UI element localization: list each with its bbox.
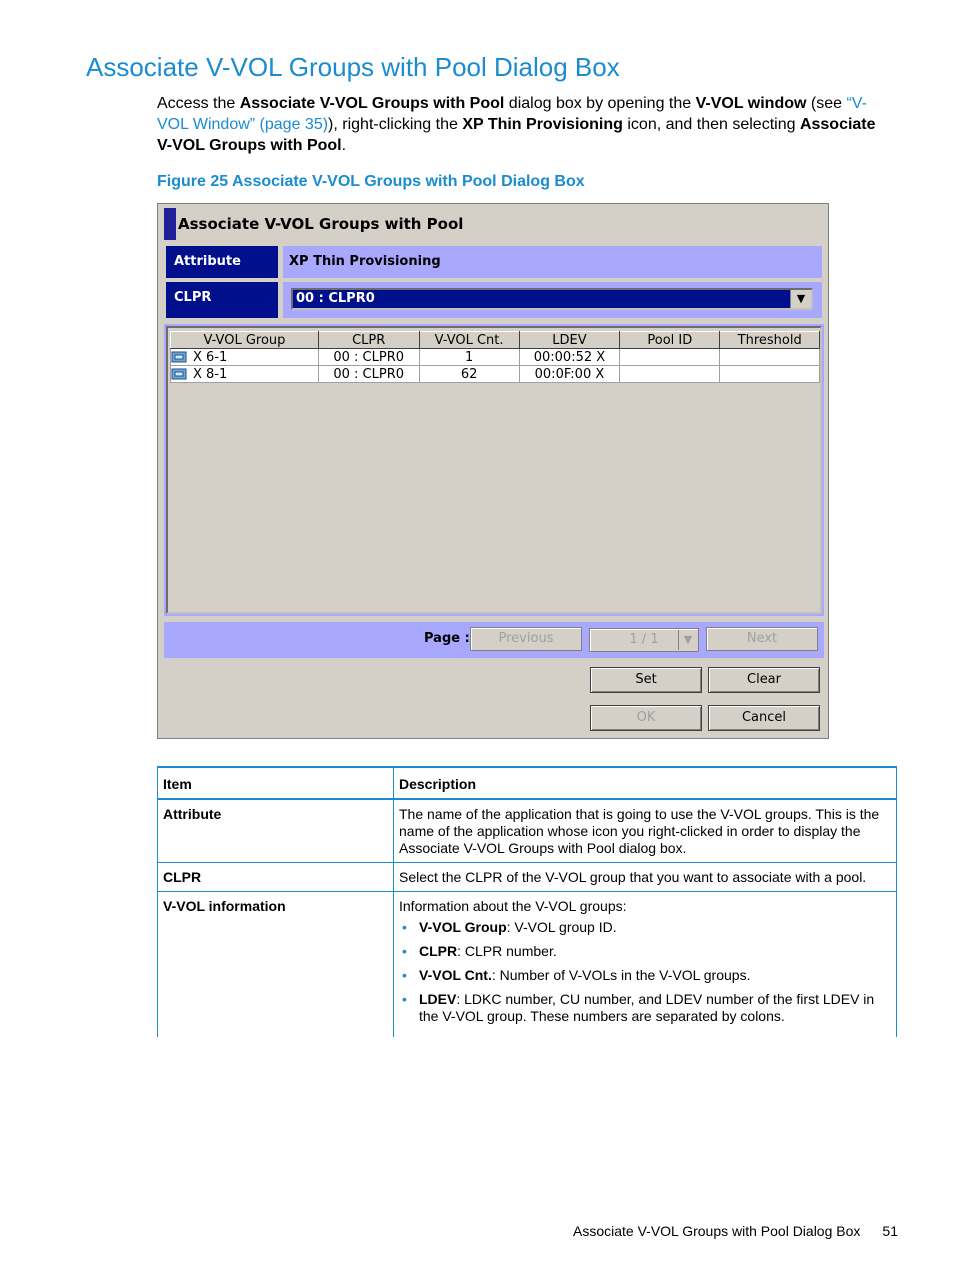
table-header-row bbox=[171, 332, 820, 349]
page-title: Associate V-VOL Groups with Pool Dialog Box bbox=[86, 52, 620, 82]
page-select[interactable]: 1 / 1 ▼ bbox=[589, 628, 699, 652]
clear-button[interactable]: Clear bbox=[708, 667, 820, 693]
column-header[interactable]: Threshold bbox=[720, 332, 820, 349]
pagination-bar bbox=[164, 622, 824, 658]
table-header-row bbox=[158, 767, 897, 799]
page-label: Page : bbox=[424, 631, 470, 646]
page-footer bbox=[573, 1223, 898, 1239]
clpr-label: CLPR bbox=[166, 282, 278, 318]
vvol-table-container[interactable] bbox=[166, 326, 822, 614]
page-number: 51 bbox=[882, 1223, 898, 1239]
item-attribute: Attribute bbox=[158, 799, 394, 863]
item-vvol-information: V-VOL information bbox=[158, 892, 394, 1038]
desc-vvol-information: Information about the V-VOL groups: • V-VOL Group: V-VOL group ID. • CLPR: CLPR number. • V-VOL Cnt.: Number of V-VOLs in the V-VOL groups. • LDEV: LDKC number, CU number, and LDEV number of the first LDEV in the V-VOL group. These numbers are separated by colons. bbox=[394, 892, 897, 1038]
intro-paragraph: Access the Associate V-VOL Groups with Pool dialog box by opening the V-VOL window (see “V-VOL Window” (page 35)), right-clicking the XP Thin Provisioning icon, and then selecting Associate V-VOL Groups with Pool. bbox=[157, 95, 876, 154]
clpr-area bbox=[283, 282, 822, 318]
vvol-group-icon bbox=[171, 368, 187, 380]
ok-button[interactable]: OK bbox=[590, 705, 702, 731]
list-item: • LDEV: LDKC number, CU number, and LDEV number of the first LDEV in the V-VOL group. These numbers are separated by colons. bbox=[402, 991, 875, 1024]
list-item: • V-VOL Group: V-VOL group ID. bbox=[402, 919, 617, 935]
attribute-value: XP Thin Provisioning bbox=[283, 246, 822, 278]
v-vol-window-link[interactable]: “V-VOL Window” (page 35) bbox=[157, 95, 867, 133]
table-row[interactable]: X 8-1 00 : CLPR0 62 00:0F:00 X bbox=[171, 366, 820, 383]
table-row bbox=[158, 892, 897, 1038]
column-header[interactable]: CLPR bbox=[318, 332, 419, 349]
set-button[interactable]: Set bbox=[590, 667, 702, 693]
vvol-table-panel bbox=[164, 324, 824, 616]
table-row bbox=[158, 799, 897, 863]
dialog-title: Associate V-VOL Groups with Pool bbox=[164, 208, 819, 240]
item-header: Item bbox=[158, 767, 394, 799]
column-header[interactable]: LDEV bbox=[519, 332, 620, 349]
column-header[interactable]: V-VOL Group bbox=[171, 332, 319, 349]
cancel-button[interactable]: Cancel bbox=[708, 705, 820, 731]
chevron-down-icon[interactable]: ▼ bbox=[790, 290, 811, 308]
item-clpr: CLPR bbox=[158, 863, 394, 892]
next-button[interactable]: Next bbox=[706, 627, 818, 651]
column-header[interactable]: V-VOL Cnt. bbox=[419, 332, 519, 349]
attribute-label: Attribute bbox=[166, 246, 278, 278]
list-item: • V-VOL Cnt.: Number of V-VOLs in the V-VOL groups. bbox=[402, 967, 751, 983]
column-header[interactable]: Pool ID bbox=[620, 332, 720, 349]
desc-clpr: Select the CLPR of the V-VOL group that you want to associate with a pool. bbox=[394, 863, 897, 892]
footer-title: Associate V-VOL Groups with Pool Dialog Box bbox=[573, 1223, 861, 1239]
description-table bbox=[157, 766, 897, 1037]
description-header: Description bbox=[394, 767, 897, 799]
clpr-select[interactable]: 00 : CLPR0 ▼ bbox=[291, 288, 813, 310]
title-accent-bar bbox=[164, 208, 176, 240]
vvol-info-list bbox=[399, 919, 891, 1025]
vvol-table bbox=[170, 331, 820, 383]
associate-vvol-dialog bbox=[157, 203, 829, 739]
vvol-group-icon bbox=[171, 351, 187, 363]
desc-attribute: The name of the application that is going to use the V-VOL groups. This is the name of the application whose icon you right-clicked in order to display the Associate V-VOL Groups with Pool dialog box. bbox=[394, 799, 897, 863]
table-row bbox=[158, 863, 897, 892]
chevron-down-icon: ▼ bbox=[678, 630, 697, 650]
previous-button[interactable]: Previous bbox=[470, 627, 582, 651]
table-row[interactable]: X 6-1 00 : CLPR0 1 00:00:52 X bbox=[171, 349, 820, 366]
list-item: • CLPR: CLPR number. bbox=[402, 943, 557, 959]
figure-caption: Figure 25 Associate V-VOL Groups with Pool Dialog Box bbox=[157, 173, 585, 190]
